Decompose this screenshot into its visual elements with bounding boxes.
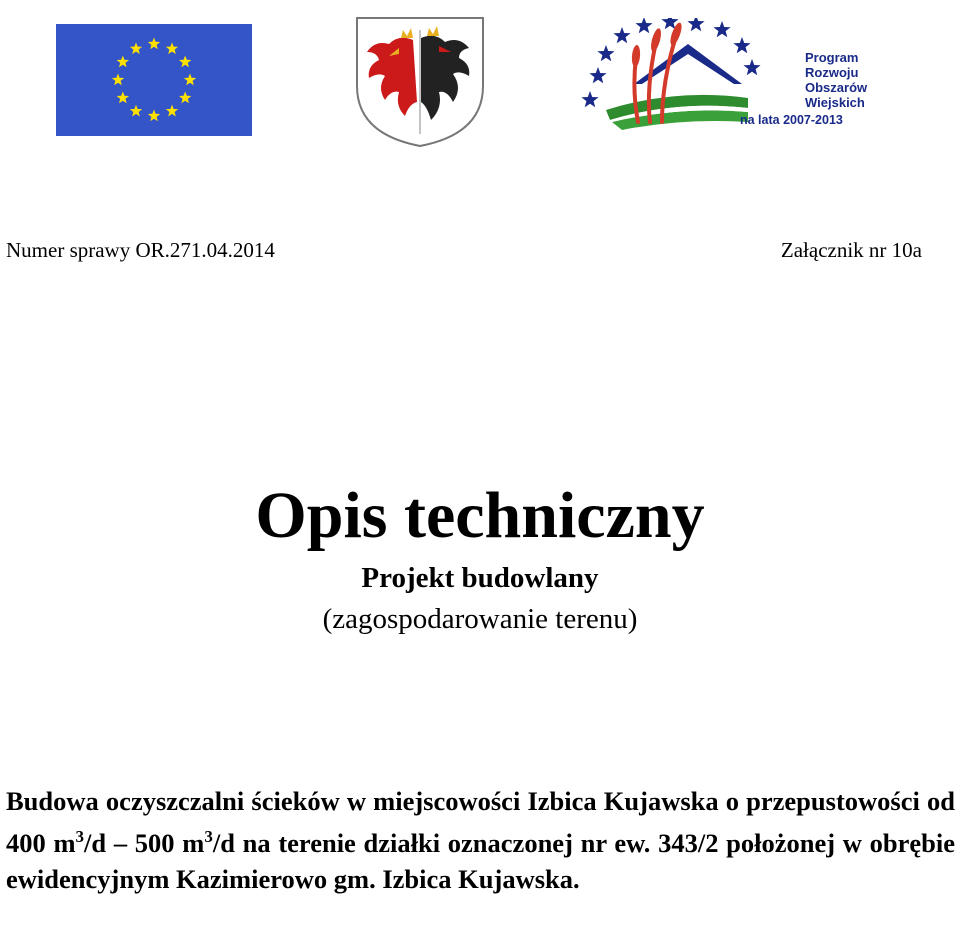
description-part-2: /d – 500 m: [84, 827, 205, 858]
prow-line-1: Program: [805, 50, 859, 65]
document-subtitle-note: (zagospodarowanie terenu): [322, 603, 638, 635]
prow-line-3: Obszarów: [805, 80, 868, 95]
prow-logo: [576, 18, 896, 138]
description-part-3: /d na terenie działki oznaczonej nr ew. 343/2 położonej w obrębie ewidencyjnym Kazimierowo gm. Izbica Kujawska.: [6, 827, 956, 894]
eu-flag-logo: [56, 24, 252, 136]
superscript-cubed-1: 3: [75, 827, 85, 846]
case-number: Numer sprawy OR.271.04.2014: [6, 238, 275, 262]
prow-logo-icon: [576, 18, 896, 138]
prow-star-icon: [597, 45, 614, 61]
prow-star-icon: [635, 18, 652, 33]
prow-star-icon: [733, 37, 750, 53]
prow-line-4: Wiejskich: [805, 95, 865, 110]
prow-line-5: na lata 2007-2013: [740, 113, 843, 127]
prow-star-icon: [613, 27, 630, 43]
prow-star-icon: [589, 67, 606, 83]
document-subtitle: Projekt budowlany: [361, 562, 599, 594]
prow-star-icon: [713, 21, 730, 37]
prow-star-icon: [743, 59, 760, 75]
prow-star-icon: [687, 18, 704, 31]
prow-star-icon: [581, 91, 598, 107]
project-description: [6, 783, 955, 897]
eu-flag-icon: [56, 24, 252, 136]
coat-of-arms-logo: [355, 16, 485, 148]
superscript-cubed-2: 3: [204, 827, 213, 846]
document-title: Opis techniczny: [255, 479, 705, 552]
griffin-coat-of-arms-icon: [355, 16, 485, 148]
description-part-1: Budowa oczyszczalni ścieków w miejscowości Izbica Kujawska o przepustowości od 400 m: [6, 786, 955, 858]
prow-line-2: Rozwoju: [805, 65, 859, 80]
annex-label: Załącznik nr 10a: [780, 238, 922, 262]
